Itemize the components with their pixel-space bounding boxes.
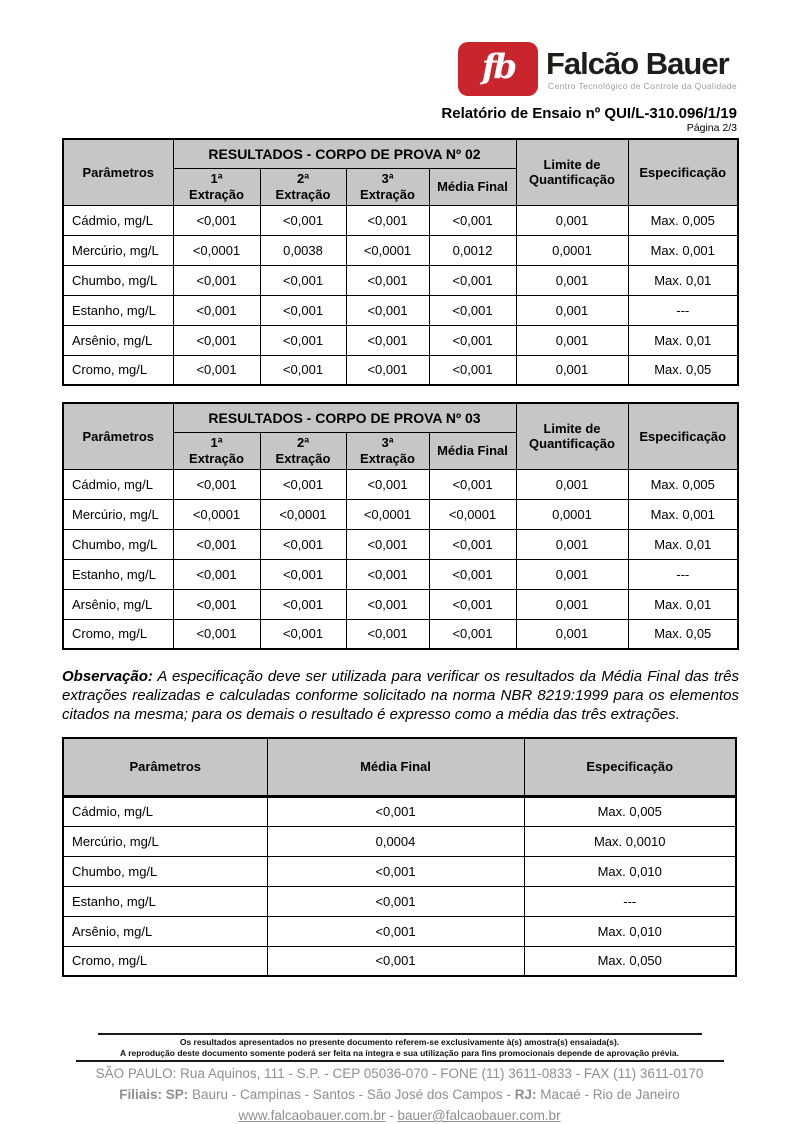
table-row	[63, 589, 738, 619]
results-table-prova-02	[62, 138, 739, 386]
value-cell: ---	[628, 559, 738, 589]
param-cell: Chumbo, mg/L	[63, 265, 173, 295]
value-cell: <0,001	[346, 265, 429, 295]
value-cell: <0,001	[267, 796, 524, 826]
param-cell: Cromo, mg/L	[63, 946, 267, 976]
table-row	[63, 886, 736, 916]
value-cell: 0,001	[516, 589, 628, 619]
value-cell: 0,001	[516, 619, 628, 649]
value-cell: 0,0001	[516, 235, 628, 265]
page-number: Página 2/3	[686, 122, 737, 134]
value-cell: 0,0038	[260, 235, 346, 265]
param-cell: Cádmio, mg/L	[63, 205, 173, 235]
value-cell: <0,001	[346, 529, 429, 559]
table-row	[63, 529, 738, 559]
value-cell: <0,001	[173, 355, 260, 385]
extracao-2-num: 2ª	[296, 434, 310, 450]
value-cell: <0,001	[173, 589, 260, 619]
brand-block	[546, 42, 737, 96]
param-cell: Arsênio, mg/L	[63, 325, 173, 355]
value-cell: Max. 0,01	[628, 325, 738, 355]
observation-text: A especificação deve ser utilizada para verificar os resultados da Média Final das três extrações realizadas e calculadas conforme solicitado na norma NBR 8219:1999 para os elementos citados na mesma; para os demais o resultado é expresso como a média das três extrações.	[62, 668, 739, 723]
value-cell: <0,001	[346, 295, 429, 325]
col-header-parametros: Parâmetros	[63, 139, 173, 205]
disclaimer-line-1: Os resultados apresentados no presente documento referem-se exclusivamente à(s) amostra(s) ensaiada(s).	[179, 1037, 620, 1047]
table-row	[63, 826, 736, 856]
value-cell: <0,001	[173, 559, 260, 589]
value-cell: <0,001	[346, 469, 429, 499]
value-cell: <0,0001	[173, 499, 260, 529]
table-row	[63, 265, 738, 295]
value-cell: <0,0001	[260, 499, 346, 529]
summary-table	[62, 737, 737, 977]
param-cell: Estanho, mg/L	[63, 559, 173, 589]
value-cell: Max. 0,010	[524, 856, 736, 886]
value-cell: <0,001	[346, 355, 429, 385]
value-cell: 0,0001	[516, 499, 628, 529]
header	[62, 42, 737, 100]
param-cell: Estanho, mg/L	[63, 886, 267, 916]
value-cell: Max. 0,01	[628, 265, 738, 295]
col-header-media-final	[429, 168, 516, 205]
value-cell: <0,001	[260, 205, 346, 235]
col-header-media-final: Média Final	[267, 738, 524, 796]
col-header-media-final	[429, 432, 516, 469]
extracao-2-label: Extração	[275, 186, 331, 202]
table-row	[63, 235, 738, 265]
observation-label: Observação:	[62, 668, 153, 685]
value-cell: 0,001	[516, 529, 628, 559]
value-cell: <0,001	[173, 295, 260, 325]
value-cell: <0,001	[429, 589, 516, 619]
extracao-1-num: 1ª	[210, 434, 223, 450]
contact-links	[62, 1107, 737, 1124]
value-cell: Max. 0,005	[628, 469, 738, 499]
value-cell: Max. 0,05	[628, 355, 738, 385]
value-cell: <0,001	[346, 325, 429, 355]
value-cell: 0,0012	[429, 235, 516, 265]
col-header-especificacao: Especificação	[628, 403, 738, 469]
value-cell: Max. 0,050	[524, 946, 736, 976]
table-row	[63, 916, 736, 946]
col-header-parametros: Parâmetros	[63, 403, 173, 469]
col-header-limite: Limite de Quantificação	[516, 403, 628, 469]
extracao-3-label: Extração	[360, 450, 415, 466]
value-cell: <0,0001	[429, 499, 516, 529]
param-cell: Cromo, mg/L	[63, 619, 173, 649]
value-cell: <0,001	[346, 205, 429, 235]
disclaimer-line-2: A reprodução deste documento somente poderá ser feita na íntegra e sua utilização para fins promocionais depende de aprovação prévia.	[120, 1047, 679, 1058]
table-row	[63, 355, 738, 385]
param-cell: Mercúrio, mg/L	[63, 826, 267, 856]
value-cell: <0,001	[429, 295, 516, 325]
table-row	[63, 295, 738, 325]
sp-cities: Bauru - Campinas - Santos - São José dos Campos -	[192, 1087, 511, 1102]
brand-name: Falcão Bauer	[545, 45, 729, 81]
link-separator: -	[389, 1108, 394, 1123]
group-header-prova-03: RESULTADOS - CORPO DE PROVA Nº 03	[173, 403, 516, 432]
extracao-2-label: Extração	[275, 450, 331, 466]
col-header-extracao-2	[260, 168, 346, 205]
col-header-extracao-2	[260, 432, 346, 469]
param-cell: Cádmio, mg/L	[63, 796, 267, 826]
table-row	[63, 619, 738, 649]
col-header-limite: Limite de Quantificação	[516, 139, 628, 205]
col-header-especificacao: Especificação	[628, 139, 738, 205]
value-cell: <0,001	[260, 529, 346, 559]
value-cell: <0,001	[429, 619, 516, 649]
value-cell: Max. 0,01	[628, 589, 738, 619]
param-cell: Mercúrio, mg/L	[63, 499, 173, 529]
value-cell: Max. 0,010	[524, 916, 736, 946]
extracao-2-num: 2ª	[296, 170, 310, 186]
value-cell: <0,0001	[346, 235, 429, 265]
media-final-label: Média Final	[437, 442, 508, 458]
value-cell: 0,001	[516, 355, 628, 385]
results-table-prova-03	[62, 402, 739, 650]
value-cell: <0,001	[260, 325, 346, 355]
value-cell: <0,001	[429, 559, 516, 589]
table-row	[63, 325, 738, 355]
value-cell: <0,001	[267, 856, 524, 886]
value-cell: <0,001	[267, 946, 524, 976]
value-cell: <0,001	[260, 619, 346, 649]
param-cell: Arsênio, mg/L	[63, 589, 173, 619]
col-header-especificacao: Especificação	[524, 738, 736, 796]
value-cell: Max. 0,0010	[524, 826, 736, 856]
value-cell: 0,001	[516, 469, 628, 499]
param-cell: Cádmio, mg/L	[63, 469, 173, 499]
rj-cities: Macaé - Rio de Janeiro	[540, 1087, 680, 1102]
table-row	[63, 469, 738, 499]
media-final-label: Média Final	[437, 178, 508, 194]
param-cell: Cromo, mg/L	[63, 355, 173, 385]
col-header-extracao-3	[346, 432, 429, 469]
col-header-extracao-1	[173, 432, 260, 469]
value-cell: 0,001	[516, 265, 628, 295]
address-line-1: SÃO PAULO: Rua Aquinos, 111 - S.P. - CEP 05036-070 - FONE (11) 3611-0833 - FAX (11) 3611-0170	[95, 1066, 704, 1081]
value-cell: 0,0004	[267, 826, 524, 856]
observation-note	[62, 667, 739, 724]
value-cell: Max. 0,001	[628, 499, 738, 529]
value-cell: ---	[524, 886, 736, 916]
value-cell: <0,001	[260, 589, 346, 619]
extracao-3-num: 3ª	[381, 170, 394, 186]
table-row	[63, 856, 736, 886]
value-cell: <0,001	[260, 295, 346, 325]
value-cell: <0,001	[173, 469, 260, 499]
value-cell: <0,001	[173, 619, 260, 649]
address-line-2	[62, 1086, 737, 1104]
table-row	[63, 499, 738, 529]
filiais-label: Filiais:	[119, 1087, 162, 1102]
value-cell: Max. 0,05	[628, 619, 738, 649]
param-cell: Arsênio, mg/L	[63, 916, 267, 946]
value-cell: <0,001	[267, 916, 524, 946]
table-row	[63, 205, 738, 235]
value-cell: <0,001	[429, 469, 516, 499]
value-cell: <0,001	[346, 559, 429, 589]
extracao-3-num: 3ª	[381, 434, 394, 450]
table-row	[63, 796, 736, 826]
footer	[62, 1033, 737, 1124]
value-cell: Max. 0,01	[628, 529, 738, 559]
divider	[76, 1060, 724, 1062]
value-cell: <0,001	[173, 529, 260, 559]
value-cell: <0,001	[260, 265, 346, 295]
param-cell: Estanho, mg/L	[63, 295, 173, 325]
value-cell: ---	[628, 295, 738, 325]
table-row	[63, 946, 736, 976]
value-cell: Max. 0,001	[628, 235, 738, 265]
value-cell: <0,001	[429, 265, 516, 295]
extracao-1-num: 1ª	[210, 170, 223, 186]
value-cell: 0,001	[516, 325, 628, 355]
extracao-1-label: Extração	[189, 186, 244, 202]
value-cell: 0,001	[516, 205, 628, 235]
param-cell: Chumbo, mg/L	[63, 529, 173, 559]
value-cell: <0,001	[346, 589, 429, 619]
report-title: Relatório de Ensaio nº QUI/L-310.096/1/19	[441, 105, 737, 122]
value-cell: <0,001	[429, 355, 516, 385]
email-link[interactable]: bauer@falcaobauer.com.br	[397, 1108, 561, 1123]
value-cell: <0,001	[260, 355, 346, 385]
value-cell: <0,001	[173, 265, 260, 295]
value-cell: 0,001	[516, 295, 628, 325]
value-cell: <0,0001	[346, 499, 429, 529]
value-cell: <0,001	[346, 619, 429, 649]
value-cell: Max. 0,005	[524, 796, 736, 826]
value-cell: Max. 0,005	[628, 205, 738, 235]
value-cell: <0,001	[429, 205, 516, 235]
brand-tagline: Centro Tecnológico de Controle da Qualidade	[547, 80, 737, 91]
sp-label: SP:	[165, 1087, 189, 1102]
fb-monogram-icon: fb	[481, 47, 515, 87]
value-cell: <0,0001	[173, 235, 260, 265]
extracao-1-label: Extração	[189, 450, 244, 466]
param-cell: Chumbo, mg/L	[63, 856, 267, 886]
table-row	[63, 559, 738, 589]
falcao-bauer-logo	[458, 42, 538, 96]
value-cell: <0,001	[260, 469, 346, 499]
col-header-parametros: Parâmetros	[63, 738, 267, 796]
disclaimer	[100, 1037, 700, 1058]
value-cell: 0,001	[516, 559, 628, 589]
divider	[98, 1033, 702, 1035]
param-cell: Mercúrio, mg/L	[63, 235, 173, 265]
col-header-extracao-3	[346, 168, 429, 205]
value-cell: <0,001	[173, 325, 260, 355]
value-cell: <0,001	[429, 529, 516, 559]
group-header-prova-02: RESULTADOS - CORPO DE PROVA Nº 02	[173, 139, 516, 168]
value-cell: <0,001	[267, 886, 524, 916]
value-cell: <0,001	[173, 205, 260, 235]
rj-label: RJ:	[514, 1087, 537, 1102]
col-header-extracao-1	[173, 168, 260, 205]
website-link[interactable]: www.falcaobauer.com.br	[238, 1108, 386, 1123]
value-cell: <0,001	[429, 325, 516, 355]
extracao-3-label: Extração	[360, 186, 415, 202]
value-cell: <0,001	[260, 559, 346, 589]
